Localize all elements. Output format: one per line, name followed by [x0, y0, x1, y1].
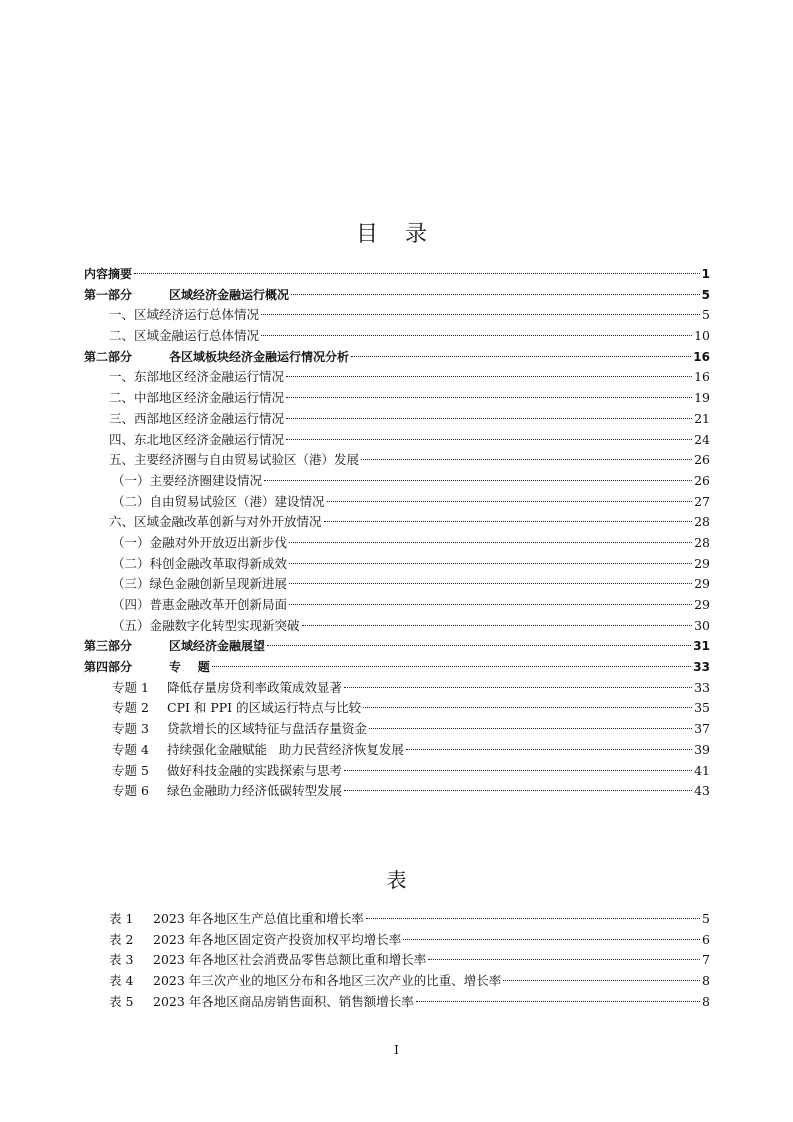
toc-entry-page: 35 [694, 700, 710, 716]
dot-leader [261, 314, 700, 315]
toc-entry-page: 19 [694, 390, 710, 406]
toc-entry-number: 第一部分 [84, 287, 133, 302]
toc-entry-text: （四）普惠金融改革开创新局面 [112, 597, 288, 612]
toc-entry[interactable] [84, 781, 710, 802]
toc-entry-page: 26 [694, 452, 710, 468]
toc-entry-page: 10 [694, 328, 710, 344]
toc-entry-label [109, 450, 359, 471]
toc-entry-label [112, 533, 287, 554]
dot-leader [327, 501, 693, 502]
toc-entry-text: 做好科技金融的实践探索与思考 [167, 762, 343, 778]
toc-entry[interactable] [84, 740, 710, 761]
toc-entry-text: 一、东部地区经济金融运行情况 [109, 369, 285, 385]
toc-entry[interactable] [84, 409, 710, 430]
toc-entry-text: 内容摘要 [84, 267, 133, 281]
toc-entry-text: （二）自由贸易试验区（港）建设情况 [112, 493, 325, 509]
toc-entry-text: 绿色金融助力经济低碳转型发展 [167, 783, 343, 799]
toc-entry-label [109, 326, 259, 347]
toc-entry-label [109, 512, 322, 533]
toc-entry[interactable] [84, 367, 710, 388]
toc-entry[interactable] [84, 657, 710, 678]
toc-entry-page: 43 [694, 783, 710, 799]
toc-entry-number: 专题 1 [112, 679, 149, 695]
dot-leader [286, 439, 692, 440]
toc-entry-page: 31 [693, 639, 710, 654]
table-entry-label [109, 950, 426, 971]
toc-entry-number: 第四部分 [84, 660, 133, 675]
list-of-tables [84, 909, 710, 1012]
toc-entry-page: 28 [694, 514, 710, 530]
dot-leader [369, 728, 692, 729]
toc-entry-page: 27 [694, 493, 710, 509]
toc-entry-page: 5 [702, 307, 710, 323]
toc-entry-text: 六、区域金融改革创新与对外开放情况 [109, 514, 322, 530]
table-entry-number: 表 4 [109, 973, 134, 989]
dot-leader [286, 376, 692, 377]
dot-leader [324, 521, 693, 522]
dot-leader [406, 749, 692, 750]
dot-leader [289, 542, 692, 543]
toc-entry-page: 41 [694, 762, 710, 778]
dot-leader [344, 770, 692, 771]
tables-section-title: 表 [386, 868, 407, 892]
table-entry-label [109, 992, 414, 1013]
toc-entry[interactable] [84, 574, 710, 595]
dot-leader [503, 980, 700, 981]
toc-entry-text: 各区域板块经济金融运行情况分析 [169, 349, 350, 364]
toc-entry-text: 五、主要经济圈与自由贸易试验区（港）发展 [109, 452, 360, 468]
toc-entry[interactable] [84, 264, 710, 285]
toc-entry[interactable] [84, 471, 710, 492]
toc-entry[interactable] [84, 305, 710, 326]
table-entry-number: 表 5 [109, 993, 134, 1009]
dot-leader [351, 356, 691, 357]
toc-entry-text: 三、西部地区经济金融运行情况 [109, 410, 285, 426]
toc-entry-text: （三）绿色金融创新呈现新进展 [112, 576, 288, 592]
table-entry-page: 5 [702, 911, 710, 926]
toc-entry-page: 26 [694, 472, 710, 488]
toc-entry-text: CPI 和 PPI 的区域运行特点与比较 [167, 700, 362, 716]
page-title: 目 录 [356, 222, 437, 247]
dot-leader [264, 480, 692, 481]
table-entry-page: 6 [702, 931, 710, 947]
dot-leader [261, 335, 692, 336]
dot-leader [289, 563, 692, 564]
toc-entry[interactable] [84, 761, 710, 782]
toc-entry-number: 专题 4 [112, 741, 149, 757]
dot-leader [212, 666, 692, 667]
toc-entry-label [109, 367, 284, 388]
toc-entry-label [112, 574, 287, 595]
table-entry-page: 7 [702, 952, 710, 968]
toc-entry[interactable] [84, 595, 710, 616]
toc-entry[interactable] [84, 698, 710, 719]
table-entry-text: 2023 年各地区社会消费品零售总额比重和增长率 [153, 952, 427, 968]
toc-entry[interactable] [84, 512, 710, 533]
toc-entry[interactable] [84, 347, 710, 368]
toc-entry-number: 第二部分 [84, 349, 133, 364]
table-entry-page: 8 [702, 973, 710, 989]
table-of-contents [84, 264, 710, 802]
toc-entry-text: 贷款增长的区域特征与盘活存量资金 [167, 721, 368, 737]
table-list-entry[interactable] [84, 909, 710, 930]
toc-entry-page: 33 [694, 679, 710, 695]
toc-entry-page: 24 [694, 431, 710, 447]
toc-entry-label [112, 740, 404, 761]
toc-entry[interactable] [84, 533, 710, 554]
table-entry-number: 表 2 [109, 931, 134, 947]
dot-leader [267, 645, 691, 646]
toc-entry[interactable] [84, 678, 710, 699]
toc-entry[interactable] [84, 616, 710, 637]
dot-leader [286, 397, 692, 398]
toc-entry-page: 16 [694, 369, 710, 385]
table-entry-text: 2023 年各地区商品房销售面积、销售额增长率 [153, 993, 414, 1009]
toc-entry-number: 专题 6 [112, 783, 149, 799]
dot-leader [302, 625, 693, 626]
toc-entry-label [112, 698, 361, 719]
toc-entry-text: （一）主要经济圈建设情况 [112, 472, 263, 488]
toc-entry-label [112, 554, 287, 575]
toc-entry-text: 一、区域经济运行总体情况 [109, 307, 260, 323]
dot-leader [366, 918, 700, 919]
toc-entry-label [112, 492, 325, 513]
dot-leader [289, 604, 692, 605]
toc-entry-label [112, 616, 300, 637]
toc-entry-text: 降低存量房贷利率政策成效显著 [167, 679, 343, 695]
table-list-entry[interactable] [84, 971, 710, 992]
toc-entry[interactable] [84, 450, 710, 471]
toc-entry-page: 29 [694, 555, 710, 571]
toc-entry-page: 39 [694, 741, 710, 757]
toc-entry-page: 16 [693, 349, 710, 364]
toc-entry-text: 专 题 [169, 660, 210, 675]
toc-entry-label [112, 761, 342, 782]
toc-entry-label [112, 678, 342, 699]
toc-entry-label [84, 657, 210, 678]
table-entry-text: 2023 年三次产业的地区分布和各地区三次产业的比重、增长率 [153, 973, 502, 989]
toc-entry-text: 区域经济金融展望 [169, 639, 266, 654]
toc-entry-page: 30 [694, 617, 710, 633]
table-entry-label [109, 971, 501, 992]
dot-leader [416, 1001, 700, 1002]
table-entry-number: 表 3 [109, 952, 134, 968]
toc-entry-label [109, 409, 284, 430]
toc-entry-page: 33 [693, 660, 710, 675]
dot-leader [289, 583, 692, 584]
table-entry-page: 8 [702, 993, 710, 1009]
dot-leader [286, 418, 692, 419]
table-entry-label [109, 930, 401, 951]
toc-entry-label [84, 636, 265, 657]
toc-entry-label [109, 388, 284, 409]
toc-entry[interactable] [84, 430, 710, 451]
table-list-entry[interactable] [84, 930, 710, 951]
toc-entry[interactable] [84, 719, 710, 740]
table-entry-text: 2023 年各地区固定资产投资加权平均增长率 [153, 931, 402, 947]
toc-entry-page: 37 [694, 721, 710, 737]
dot-leader [428, 959, 700, 960]
dot-leader [363, 707, 692, 708]
toc-entry-number: 专题 3 [112, 721, 149, 737]
toc-entry-label [109, 430, 284, 451]
toc-entry-page: 28 [694, 534, 710, 550]
toc-entry[interactable] [84, 285, 710, 306]
toc-entry-label [112, 471, 262, 492]
toc-entry[interactable] [84, 388, 710, 409]
toc-entry-number: 专题 2 [112, 700, 149, 716]
table-list-entry[interactable] [84, 992, 710, 1013]
toc-entry[interactable] [84, 554, 710, 575]
dot-leader [361, 459, 692, 460]
toc-entry-text: 二、中部地区经济金融运行情况 [109, 390, 285, 406]
toc-entry-text: （五）金融数字化转型实现新突破 [112, 617, 300, 633]
table-entry-label [109, 909, 364, 930]
dot-leader [291, 294, 700, 295]
toc-entry-label [112, 595, 287, 616]
toc-entry[interactable] [84, 492, 710, 513]
dot-leader [344, 790, 692, 791]
toc-entry-label [109, 305, 259, 326]
table-list-entry[interactable] [84, 950, 710, 971]
toc-entry-label [84, 347, 349, 368]
toc-entry-page: 29 [694, 576, 710, 592]
toc-entry-label [112, 719, 367, 740]
toc-entry-label [84, 264, 132, 285]
table-entry-number: 表 1 [109, 911, 134, 926]
dot-leader [403, 939, 700, 940]
toc-entry-text: 二、区域金融运行总体情况 [109, 328, 260, 344]
toc-entry-text: （二）科创金融改革取得新成效 [112, 555, 288, 571]
table-entry-text: 2023 年各地区生产总值比重和增长率 [153, 911, 364, 926]
dot-leader [344, 687, 692, 688]
toc-entry-text: 持续强化金融赋能 助力民营经济恢复发展 [167, 741, 404, 757]
toc-entry-page: 29 [694, 597, 710, 612]
toc-entry[interactable] [84, 326, 710, 347]
toc-entry-label [112, 781, 342, 802]
toc-entry-text: 四、东北地区经济金融运行情况 [109, 431, 285, 447]
toc-entry-text: （一）金融对外开放迈出新步伐 [112, 534, 288, 550]
toc-entry-text: 区域经济金融运行概况 [169, 287, 290, 302]
toc-entry-number: 专题 5 [112, 762, 149, 778]
toc-entry-page: 5 [701, 287, 710, 302]
dot-leader [134, 273, 700, 274]
toc-entry-label [84, 285, 289, 306]
toc-entry-page: 1 [701, 267, 710, 281]
toc-entry-number: 第三部分 [84, 639, 133, 654]
footer-page-number: I [394, 1043, 399, 1057]
toc-entry[interactable] [84, 636, 710, 657]
toc-entry-page: 21 [694, 410, 710, 426]
